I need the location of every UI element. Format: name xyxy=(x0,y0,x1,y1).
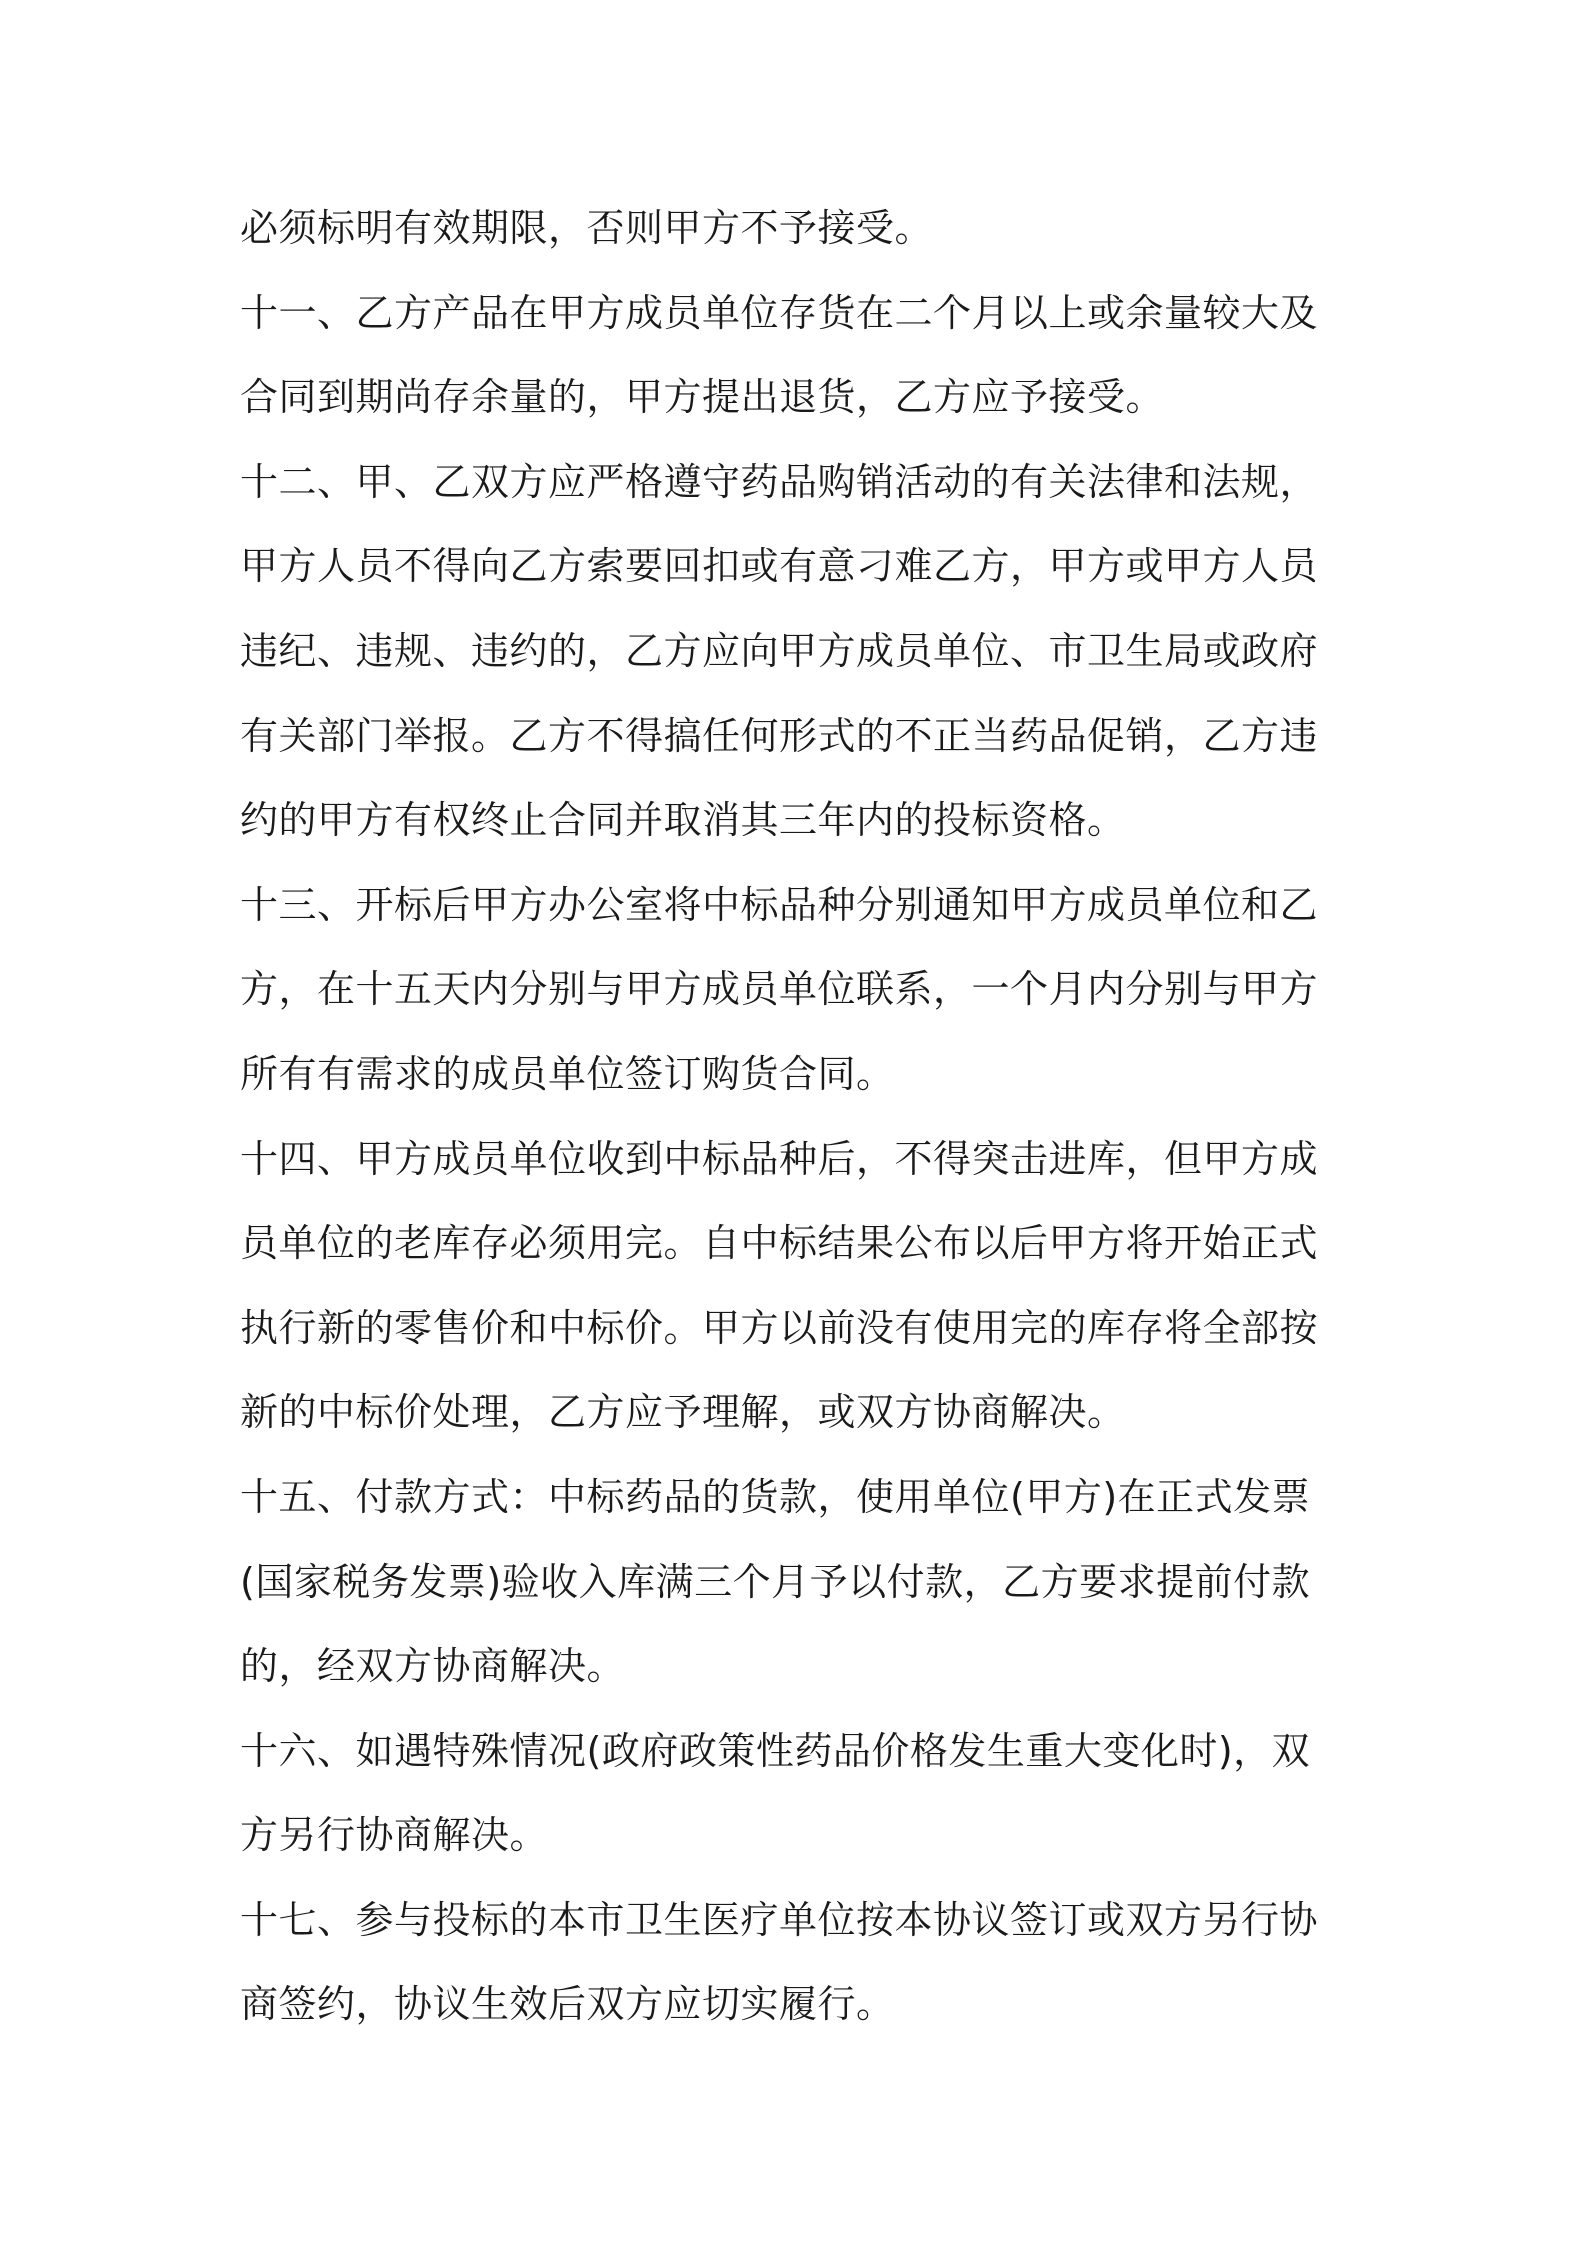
text-line: 十一、乙方产品在甲方成员单位存货在二个月以上或余量较大及 xyxy=(240,290,1319,335)
text-line: 的，经双方协商解决。 xyxy=(240,1644,626,1689)
text-line: 十七、参与投标的本市卫生医疗单位按本协议签订或双方另行协 xyxy=(240,1897,1319,1942)
text-line: 十三、开标后甲方办公室将中标品种分别通知甲方成员单位和乙 xyxy=(240,882,1319,927)
text-line: 执行新的零售价和中标价。甲方以前没有使用完的库存将全部按 xyxy=(240,1305,1319,1350)
paragraph-clause-13 xyxy=(240,863,1355,1117)
text-line: 必须标明有效期限，否则甲方不予接受。 xyxy=(240,206,934,250)
text-line: 约的甲方有权终止合同并取消其三年内的投标资格。 xyxy=(240,798,1126,843)
text-line: 十四、甲方成员单位收到中标品种后，不得突击进库，但甲方成 xyxy=(240,1136,1319,1181)
document-body xyxy=(240,186,1355,2047)
text-line: 甲方人员不得向乙方索要回扣或有意刁难乙方，甲方或甲方人员 xyxy=(240,544,1319,589)
text-line: 所有有需求的成员单位签订购货合同。 xyxy=(240,1051,895,1096)
text-line: 方，在十五天内分别与甲方成员单位联系，一个月内分别与甲方 xyxy=(240,967,1319,1012)
text-line: (国家税务发票)验收入库满三个月予以付款，乙方要求提前付款 xyxy=(240,1559,1311,1604)
text-line: 违纪、违规、违约的，乙方应向甲方成员单位、市卫生局或政府 xyxy=(240,628,1319,673)
text-line: 十六、如遇特殊情况(政府政策性药品价格发生重大变化时)，双 xyxy=(240,1728,1311,1773)
paragraph-clause-14 xyxy=(240,1117,1355,1455)
paragraph-clause-12 xyxy=(240,440,1355,863)
text-line: 十五、付款方式：中标药品的货款，使用单位(甲方)在正式发票 xyxy=(240,1474,1311,1519)
text-line: 有关部门举报。乙方不得搞任何形式的不正当药品促销，乙方违 xyxy=(240,713,1319,758)
paragraph-clause-11 xyxy=(240,271,1355,440)
text-line: 合同到期尚存余量的，甲方提出退货，乙方应予接受。 xyxy=(240,375,1165,420)
paragraph-clause-15 xyxy=(240,1455,1355,1709)
text-line: 新的中标价处理，乙方应予理解，或双方协商解决。 xyxy=(240,1390,1126,1435)
paragraph-clause-17 xyxy=(240,1878,1355,2047)
text-line: 商签约，协议生效后双方应切实履行。 xyxy=(240,1982,895,2027)
text-line: 方另行协商解决。 xyxy=(240,1813,549,1858)
paragraph-validity-clause xyxy=(240,186,1355,271)
text-line: 员单位的老库存必须用完。自中标结果公布以后甲方将开始正式 xyxy=(240,1221,1319,1266)
paragraph-clause-16 xyxy=(240,1709,1355,1878)
text-line: 十二、甲、乙双方应严格遵守药品购销活动的有关法律和法规， xyxy=(240,459,1319,504)
